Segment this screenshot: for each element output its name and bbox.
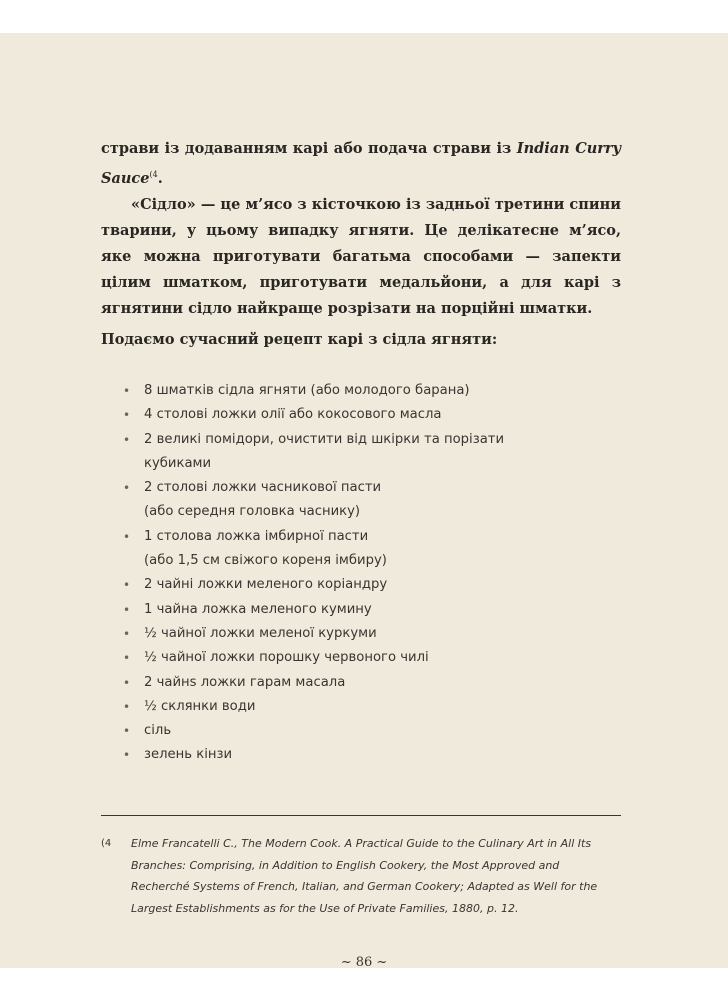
ingredient-text: 1 столова ложка імбирної пасти <box>144 528 369 544</box>
bullet-icon: • <box>123 578 131 593</box>
bullet-icon: • <box>123 748 131 763</box>
ingredient-item <box>117 476 597 525</box>
bullet-icon: • <box>123 651 131 666</box>
bullet-icon: • <box>123 481 131 496</box>
ingredient-item <box>117 525 597 574</box>
bullet-icon: • <box>123 384 131 398</box>
footnote-text <box>131 833 621 919</box>
paragraph-1 <box>101 136 621 192</box>
footnote-divider <box>101 815 621 816</box>
ingredient-text: зелень кінзи <box>144 747 233 763</box>
footnote <box>101 833 621 919</box>
bullet-icon: • <box>123 699 131 714</box>
ingredient-text: 4 столові ложки олії або кокосового масла <box>144 407 442 423</box>
ingredient-text-continued: кубиками <box>144 455 212 471</box>
ingredient-item <box>117 403 597 427</box>
ingredient-item <box>117 646 597 670</box>
ingredient-item <box>117 622 597 646</box>
bullet-icon: • <box>123 626 131 641</box>
bullet-icon: • <box>123 602 131 617</box>
bullet-icon: • <box>123 408 131 423</box>
ingredients-list <box>117 379 597 768</box>
footnote-author: Elme Francatelli C., <box>131 837 242 850</box>
paragraph-1-text: страви із додаванням карі або подача страви із <box>101 140 517 157</box>
ingredient-text-continued: (або середня головка часнику) <box>144 504 361 520</box>
sauce-name: Indian Curry Sauce <box>101 140 621 187</box>
ingredient-text: ½ чайної ложки меленої куркуми <box>144 625 377 641</box>
footnote-ref: (4 <box>149 170 158 179</box>
ingredient-text: 2 столові ложки часникової пасти <box>144 480 382 496</box>
body-text <box>101 136 621 322</box>
page-number: ~ 86 ~ <box>340 955 388 970</box>
ingredient-text: ½ склянки води <box>144 698 256 714</box>
ingredient-item <box>117 743 597 767</box>
ingredient-item <box>117 573 597 597</box>
ingredient-text: 8 шматків сідла ягняти (або молодого барана) <box>144 383 470 398</box>
paragraph-2: «Сідло» — це м’ясо з кісточкою із задньої третини спини тварини, у цьому випадку ягняти. Це делікатесне м’ясо, яке можна приготувати багатьма способами — запекти цілим шматком, приготувати медальйони, а для карі з ягнятини сідло найкраще розрізати на порційні шматки. <box>101 195 621 317</box>
ingredient-item <box>117 695 597 719</box>
ingredient-text: 2 великі помідори, очистити від шкірки та порізати <box>144 431 505 447</box>
ingredient-text: 1 чайна ложка меленого кумину <box>144 601 372 617</box>
bullet-icon: • <box>123 675 131 690</box>
ingredient-item <box>117 598 597 622</box>
ingredient-text: ½ чайної ложки порошку червоного чилі <box>144 650 429 666</box>
ingredient-text: сіль <box>144 723 172 739</box>
ingredient-text-continued: (або 1,5 см свіжого кореня імбиру) <box>144 553 387 569</box>
ingredient-text: 2 чайнs ложки гарам масала <box>144 674 346 690</box>
footnote-publication: , 1880, p. 12. <box>444 901 519 915</box>
bullet-icon: • <box>123 724 131 739</box>
footnote-title: The Modern Cook. A Practical Guide to the Culinary Art in All Its Branches: Comprising, in Addition to English Cookery, the Most Approved and Recherché Systems of French, Italian, and German Cookery; Adapted as Well for the Largest Establishments as for the Use of Private Families <box>131 837 598 915</box>
book-page <box>0 33 728 968</box>
ingredient-item <box>117 719 597 743</box>
footnote-mark: (4 <box>101 838 112 849</box>
ingredient-item <box>117 428 597 477</box>
bullet-icon: • <box>123 432 131 447</box>
bullet-icon: • <box>123 529 131 544</box>
ingredient-item <box>117 379 597 403</box>
recipe-intro: Подаємо сучасний рецепт карі з сідла ягняти: <box>101 331 498 348</box>
ingredient-text: 2 чайні ложки меленого коріандру <box>144 577 388 593</box>
ingredient-item <box>117 671 597 695</box>
paragraph-1-end: . <box>157 169 163 187</box>
